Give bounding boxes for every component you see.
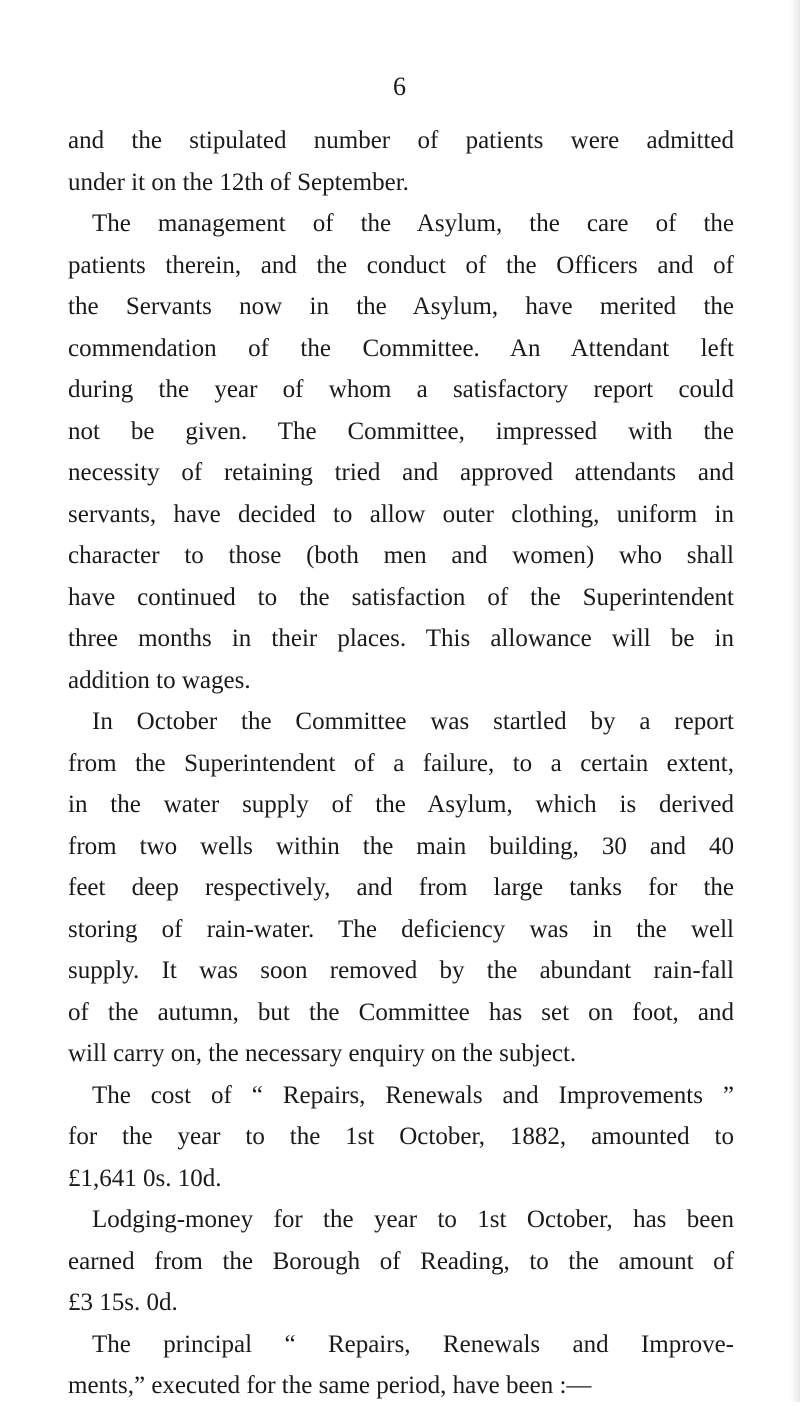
text-line: have continued to the satisfaction of the Superintendent xyxy=(68,583,734,611)
text-line: The management of the Asylum, the care of the xyxy=(92,210,734,237)
page-number: 6 xyxy=(393,72,407,101)
text-line: not be given. The Committee, impressed with the xyxy=(68,417,734,445)
text-line: the Servants now in the Asylum, have merited the xyxy=(68,293,734,320)
text-line: necessity of retaining tried and approved attendants and xyxy=(68,459,734,486)
text-line: storing of rain-water. The deficiency was in the well xyxy=(68,915,734,943)
text-line: ments,” executed for the same period, have been :— xyxy=(68,1372,592,1399)
text-line: patients therein, and the conduct of the Officers and of xyxy=(68,251,734,279)
text-line: Lodging-money for the year to 1st October, has been xyxy=(92,1206,734,1233)
text-line: under it on the 12th of September. xyxy=(68,168,409,196)
body-text xyxy=(68,120,734,1407)
text-line: earned from the Borough of Reading, to the amount of xyxy=(68,1247,734,1275)
text-line: from the Superintendent of a failure, to a certain extent, xyxy=(68,749,734,777)
text-line: for the year to the 1st October, 1882, amounted to xyxy=(68,1123,734,1150)
text-line: during the year of whom a satisfactory report could xyxy=(68,376,734,403)
text-line: feet deep respectively, and from large tanks for the xyxy=(68,874,734,901)
text-line: commendation of the Committee. An Attendant left xyxy=(68,334,734,362)
text-line: £3 15s. 0d. xyxy=(68,1289,178,1316)
text-line: will carry on, the necessary enquiry on the subject. xyxy=(68,1040,577,1067)
page-edge-shadow xyxy=(790,0,800,1402)
text-line: and the stipulated number of patients were admitted xyxy=(68,127,734,154)
text-line: from two wells within the main building, 30 and 40 xyxy=(68,832,734,860)
text-line: £1,641 0s. 10d. xyxy=(68,1164,222,1192)
text-line: three months in their places. This allowance will be in xyxy=(68,625,734,652)
text-line: In October the Committee was startled by a report xyxy=(92,708,734,735)
text-line: supply. It was soon removed by the abundant rain-fall xyxy=(68,957,734,984)
text-line: of the autumn, but the Committee has set on foot, and xyxy=(68,998,734,1026)
text-line: addition to wages. xyxy=(68,666,251,694)
text-line: The cost of “ Repairs, Renewals and Improvements ” xyxy=(92,1081,734,1109)
text-line: in the water supply of the Asylum, which is derived xyxy=(68,791,734,818)
text-line: character to those (both men and women) who shall xyxy=(68,542,734,569)
text-line: servants, have decided to allow outer clothing, uniform in xyxy=(68,500,734,528)
text-line: The principal “ Repairs, Renewals and Improve- xyxy=(92,1330,734,1358)
